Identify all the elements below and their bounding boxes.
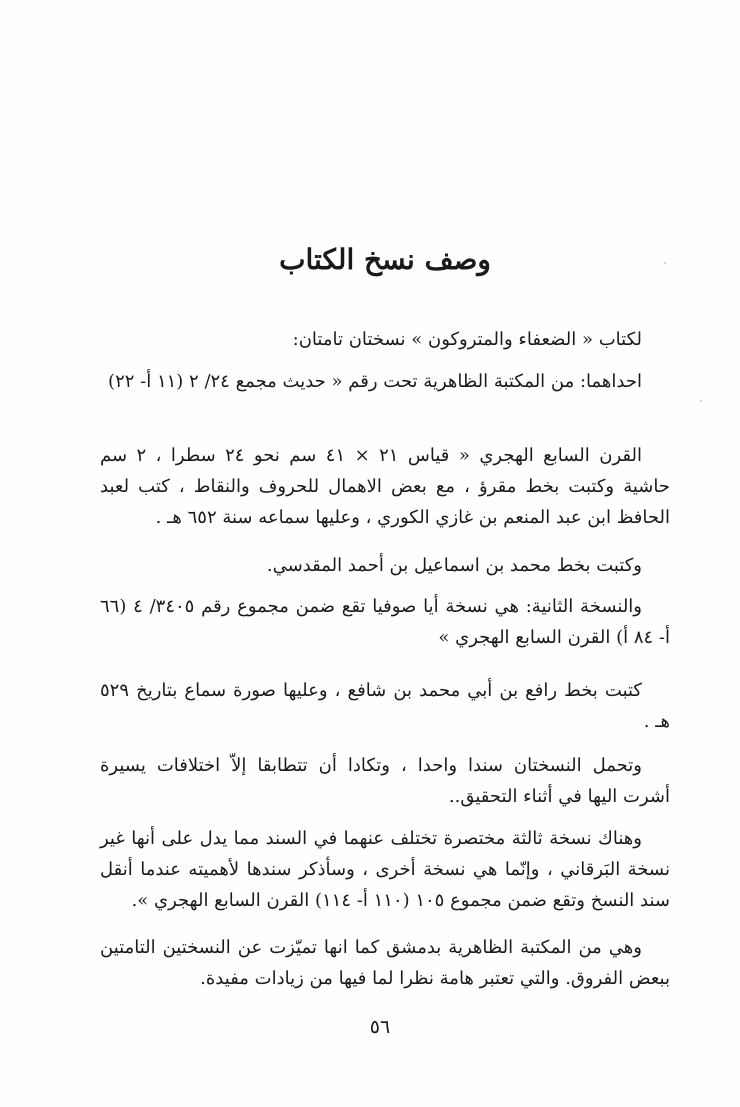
paragraph-text: كتبت بخط رافع بن أبي محمد بن شافع ، وعليها صورة سماع بتاريخ ٥٢٩ هـ . bbox=[100, 680, 670, 732]
page-number: ٥٦ bbox=[369, 1016, 391, 1038]
paragraph-3 bbox=[100, 440, 670, 533]
paragraph-text: لكتاب « الضعفاء والمتروكون » نسختان تامتان: bbox=[292, 329, 642, 350]
paragraph-2 bbox=[100, 366, 670, 397]
paragraph-4 bbox=[100, 550, 670, 581]
paragraph-9 bbox=[100, 932, 670, 994]
paragraph-text: والنسخة الثانية: هي نسخة أيا صوفيا تقع ضمن مجموع رقم ٣٤٠٥/ ٤ (٦٦ أ- ٨٤ أ) القرن السابع الهجري » bbox=[100, 596, 670, 648]
paragraph-8 bbox=[100, 823, 670, 916]
paragraph-text: القرن السابع الهجري « قياس ٢١ × ٤١ سم نحو ٢٤ سطرا ، ٢ سم حاشية وكتبت بخط مقرؤ ، مع بعض الاهمال للحروف والنقاط ، كتب لعبد الحافظ ابن عبد المنعم بن غازي الكوري ، وعليها سماعه سنة ٦٥٢ هـ . bbox=[100, 445, 670, 528]
paragraph-text: احداهما: من المكتبة الظاهرية تحت رقم « حديث مجمع ٢٤/ ٢ (١١ أ- ٢٢) bbox=[108, 371, 642, 392]
paragraph-1 bbox=[100, 324, 670, 355]
paragraph-text: وكتبت بخط محمد بن اسماعيل بن أحمد المقدسي. bbox=[266, 555, 642, 576]
paragraph-text: وتحمل النسختان سندا واحدا ، وتكادا أن تتطابقا إلاّ اختلافات يسيرة أشرت اليها في أثناء التحقيق.. bbox=[100, 755, 670, 807]
paragraph-7 bbox=[100, 750, 670, 812]
paragraph-5 bbox=[100, 591, 670, 653]
paragraph-6 bbox=[100, 675, 670, 737]
paper-speck bbox=[700, 400, 702, 402]
paragraph-text: وهي من المكتبة الظاهرية بدمشق كما انها تميّزت عن النسختين التامتين ببعض الفروق. والتي تعتبر هامة نظرا لما فيها من زيادات مفيدة. bbox=[100, 937, 670, 989]
paper-speck bbox=[664, 262, 666, 264]
paragraph-text: وهناك نسخة ثالثة مختصرة تختلف عنهما في السند مما يدل على أنها غير نسخة البَرقاني ، وإنّما هي نسخة أخرى ، وسأذكر سندها لأهميته عندما أنقل سند النسخ وتقع ضمن مجموع ١٠٥ (١١٠ أ- ١١٤) القرن السابع الهجري ». bbox=[100, 828, 670, 911]
page-title: وصف نسخ الكتاب bbox=[279, 243, 491, 276]
